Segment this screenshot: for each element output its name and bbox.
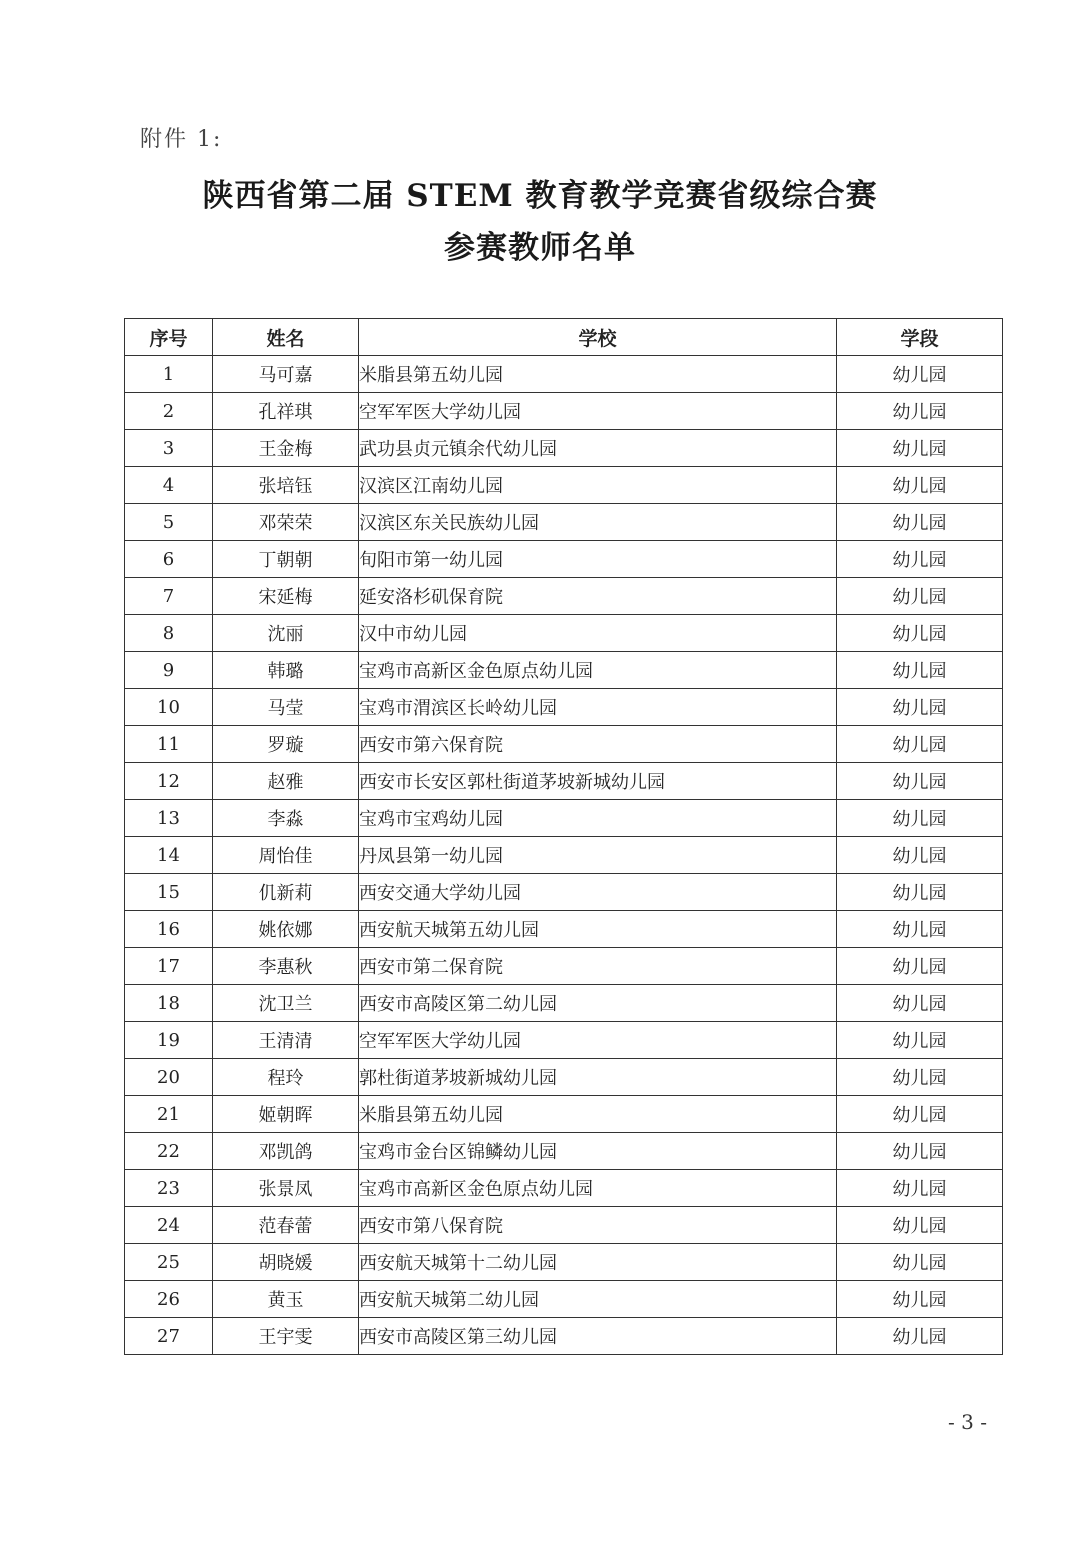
table-row bbox=[125, 467, 1003, 504]
table-row bbox=[125, 948, 1003, 985]
teacher-name: 孔祥琪 bbox=[213, 393, 359, 430]
teacher-name: 王宇雯 bbox=[213, 1318, 359, 1355]
table-row bbox=[125, 652, 1003, 689]
school-name: 旬阳市第一幼儿园 bbox=[359, 541, 837, 578]
page-number: - 3 - bbox=[948, 1410, 987, 1434]
school-name: 汉滨区东关民族幼儿园 bbox=[359, 504, 837, 541]
table-row bbox=[125, 1281, 1003, 1318]
school-level: 幼儿园 bbox=[837, 1133, 1003, 1170]
header-school: 学校 bbox=[359, 319, 837, 356]
table-row bbox=[125, 393, 1003, 430]
table-row bbox=[125, 1022, 1003, 1059]
row-number: 11 bbox=[125, 726, 213, 763]
school-level: 幼儿园 bbox=[837, 1096, 1003, 1133]
teacher-name: 姬朝晖 bbox=[213, 1096, 359, 1133]
school-name: 宝鸡市渭滨区长岭幼儿园 bbox=[359, 689, 837, 726]
school-level: 幼儿园 bbox=[837, 615, 1003, 652]
table-row bbox=[125, 874, 1003, 911]
row-number: 27 bbox=[125, 1318, 213, 1355]
table-row bbox=[125, 689, 1003, 726]
table-row bbox=[125, 1318, 1003, 1355]
teacher-name: 沈丽 bbox=[213, 615, 359, 652]
school-name: 宝鸡市宝鸡幼儿园 bbox=[359, 800, 837, 837]
school-name: 西安市第二保育院 bbox=[359, 948, 837, 985]
document-subtitle: 参赛教师名单 bbox=[444, 230, 636, 266]
row-number: 20 bbox=[125, 1059, 213, 1096]
school-level: 幼儿园 bbox=[837, 578, 1003, 615]
table-body bbox=[125, 356, 1003, 1355]
table-row bbox=[125, 356, 1003, 393]
table-row bbox=[125, 837, 1003, 874]
teacher-name: 丁朝朝 bbox=[213, 541, 359, 578]
teacher-name: 沈卫兰 bbox=[213, 985, 359, 1022]
teacher-name: 胡晓媛 bbox=[213, 1244, 359, 1281]
school-level: 幼儿园 bbox=[837, 985, 1003, 1022]
row-number: 15 bbox=[125, 874, 213, 911]
row-number: 7 bbox=[125, 578, 213, 615]
teacher-name: 程玲 bbox=[213, 1059, 359, 1096]
row-number: 24 bbox=[125, 1207, 213, 1244]
school-name: 汉中市幼儿园 bbox=[359, 615, 837, 652]
row-number: 4 bbox=[125, 467, 213, 504]
header-level: 学段 bbox=[837, 319, 1003, 356]
row-number: 19 bbox=[125, 1022, 213, 1059]
school-level: 幼儿园 bbox=[837, 837, 1003, 874]
school-level: 幼儿园 bbox=[837, 430, 1003, 467]
school-name: 西安市高陵区第三幼儿园 bbox=[359, 1318, 837, 1355]
teacher-name: 马莹 bbox=[213, 689, 359, 726]
document-title: 陕西省第二届 STEM 教育教学竞赛省级综合赛 bbox=[202, 178, 878, 214]
row-number: 17 bbox=[125, 948, 213, 985]
teacher-name: 张景凤 bbox=[213, 1170, 359, 1207]
table-row bbox=[125, 1096, 1003, 1133]
teacher-name: 李惠秋 bbox=[213, 948, 359, 985]
row-number: 25 bbox=[125, 1244, 213, 1281]
school-name: 米脂县第五幼儿园 bbox=[359, 356, 837, 393]
school-name: 延安洛杉矶保育院 bbox=[359, 578, 837, 615]
school-level: 幼儿园 bbox=[837, 726, 1003, 763]
teacher-name: 赵雅 bbox=[213, 763, 359, 800]
school-name: 宝鸡市高新区金色原点幼儿园 bbox=[359, 652, 837, 689]
row-number: 21 bbox=[125, 1096, 213, 1133]
row-number: 16 bbox=[125, 911, 213, 948]
table-row bbox=[125, 1244, 1003, 1281]
school-name: 米脂县第五幼儿园 bbox=[359, 1096, 837, 1133]
school-name: 西安航天城第十二幼儿园 bbox=[359, 1244, 837, 1281]
teacher-name: 马可嘉 bbox=[213, 356, 359, 393]
table-row bbox=[125, 726, 1003, 763]
school-name: 宝鸡市高新区金色原点幼儿园 bbox=[359, 1170, 837, 1207]
school-level: 幼儿园 bbox=[837, 356, 1003, 393]
school-name: 空军军医大学幼儿园 bbox=[359, 1022, 837, 1059]
school-name: 西安市第八保育院 bbox=[359, 1207, 837, 1244]
school-name: 西安航天城第五幼儿园 bbox=[359, 911, 837, 948]
table-row bbox=[125, 985, 1003, 1022]
teacher-name: 王金梅 bbox=[213, 430, 359, 467]
table-row bbox=[125, 1170, 1003, 1207]
school-name: 宝鸡市金台区锦鳞幼儿园 bbox=[359, 1133, 837, 1170]
school-name: 丹凤县第一幼儿园 bbox=[359, 837, 837, 874]
school-name: 郭杜街道茅坡新城幼儿园 bbox=[359, 1059, 837, 1096]
school-name: 武功县贞元镇余代幼儿园 bbox=[359, 430, 837, 467]
table-row bbox=[125, 504, 1003, 541]
school-level: 幼儿园 bbox=[837, 1170, 1003, 1207]
school-level: 幼儿园 bbox=[837, 689, 1003, 726]
attachment-label: 附件 1: bbox=[140, 127, 223, 152]
school-level: 幼儿园 bbox=[837, 467, 1003, 504]
teacher-name: 张培钰 bbox=[213, 467, 359, 504]
header-name: 姓名 bbox=[213, 319, 359, 356]
school-name: 西安市高陵区第二幼儿园 bbox=[359, 985, 837, 1022]
row-number: 23 bbox=[125, 1170, 213, 1207]
table-row bbox=[125, 430, 1003, 467]
row-number: 10 bbox=[125, 689, 213, 726]
teacher-name: 邓荣荣 bbox=[213, 504, 359, 541]
row-number: 3 bbox=[125, 430, 213, 467]
table-row bbox=[125, 1133, 1003, 1170]
row-number: 22 bbox=[125, 1133, 213, 1170]
school-level: 幼儿园 bbox=[837, 800, 1003, 837]
teacher-name: 周怡佳 bbox=[213, 837, 359, 874]
header-number: 序号 bbox=[125, 319, 213, 356]
row-number: 1 bbox=[125, 356, 213, 393]
school-name: 西安市第六保育院 bbox=[359, 726, 837, 763]
school-level: 幼儿园 bbox=[837, 948, 1003, 985]
table-header-row bbox=[125, 319, 1003, 356]
school-level: 幼儿园 bbox=[837, 1281, 1003, 1318]
school-level: 幼儿园 bbox=[837, 1207, 1003, 1244]
table-row bbox=[125, 615, 1003, 652]
school-name: 西安市长安区郭杜街道茅坡新城幼儿园 bbox=[359, 763, 837, 800]
row-number: 13 bbox=[125, 800, 213, 837]
teacher-name: 邓凯鸽 bbox=[213, 1133, 359, 1170]
teacher-name: 王清清 bbox=[213, 1022, 359, 1059]
school-name: 西安航天城第二幼儿园 bbox=[359, 1281, 837, 1318]
school-name: 空军军医大学幼儿园 bbox=[359, 393, 837, 430]
row-number: 14 bbox=[125, 837, 213, 874]
school-name: 汉滨区江南幼儿园 bbox=[359, 467, 837, 504]
teacher-name: 仉新莉 bbox=[213, 874, 359, 911]
table-row bbox=[125, 1207, 1003, 1244]
school-level: 幼儿园 bbox=[837, 541, 1003, 578]
table-row bbox=[125, 763, 1003, 800]
table-row bbox=[125, 541, 1003, 578]
row-number: 6 bbox=[125, 541, 213, 578]
row-number: 18 bbox=[125, 985, 213, 1022]
row-number: 2 bbox=[125, 393, 213, 430]
teacher-name: 范春蕾 bbox=[213, 1207, 359, 1244]
teacher-name: 韩璐 bbox=[213, 652, 359, 689]
school-level: 幼儿园 bbox=[837, 652, 1003, 689]
school-level: 幼儿园 bbox=[837, 1022, 1003, 1059]
school-name: 西安交通大学幼儿园 bbox=[359, 874, 837, 911]
teacher-name: 罗璇 bbox=[213, 726, 359, 763]
school-level: 幼儿园 bbox=[837, 504, 1003, 541]
table-row bbox=[125, 1059, 1003, 1096]
teacher-name: 宋延梅 bbox=[213, 578, 359, 615]
school-level: 幼儿园 bbox=[837, 763, 1003, 800]
school-level: 幼儿园 bbox=[837, 1318, 1003, 1355]
school-level: 幼儿园 bbox=[837, 1244, 1003, 1281]
school-level: 幼儿园 bbox=[837, 911, 1003, 948]
teacher-name: 李淼 bbox=[213, 800, 359, 837]
teacher-roster-table bbox=[124, 318, 1003, 1355]
table-row bbox=[125, 800, 1003, 837]
row-number: 9 bbox=[125, 652, 213, 689]
table-row bbox=[125, 578, 1003, 615]
teacher-name: 姚依娜 bbox=[213, 911, 359, 948]
row-number: 8 bbox=[125, 615, 213, 652]
teacher-name: 黄玉 bbox=[213, 1281, 359, 1318]
school-level: 幼儿园 bbox=[837, 1059, 1003, 1096]
table-row bbox=[125, 911, 1003, 948]
row-number: 5 bbox=[125, 504, 213, 541]
school-level: 幼儿园 bbox=[837, 874, 1003, 911]
school-level: 幼儿园 bbox=[837, 393, 1003, 430]
row-number: 12 bbox=[125, 763, 213, 800]
row-number: 26 bbox=[125, 1281, 213, 1318]
